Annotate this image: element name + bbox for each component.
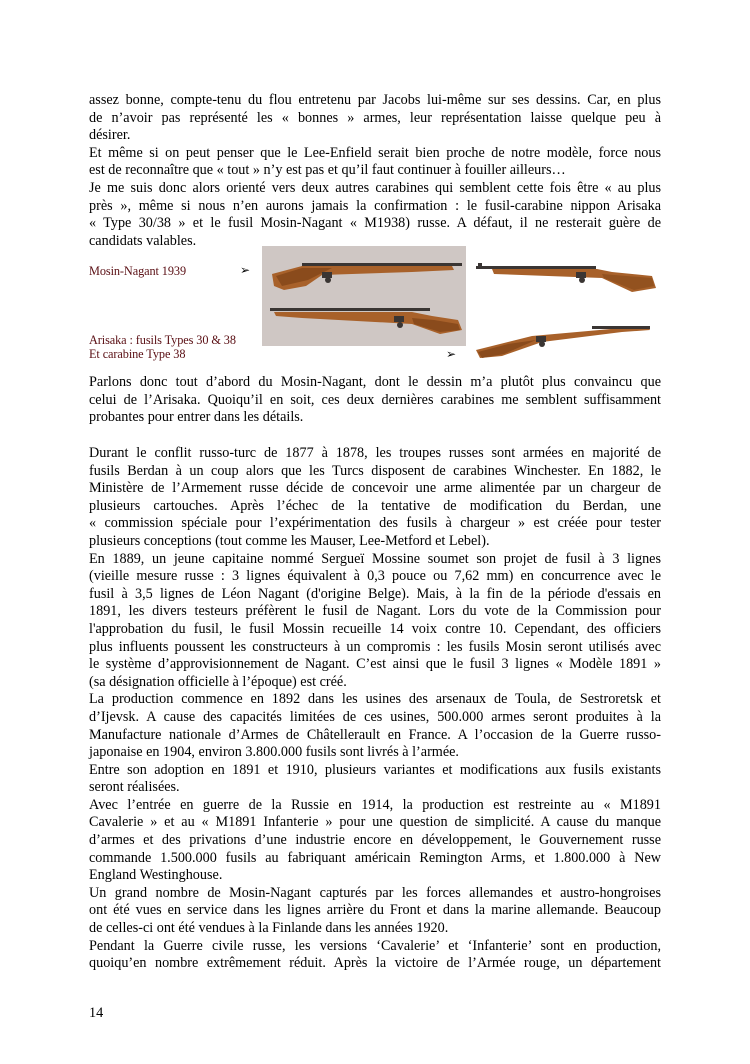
- text-line: le système d’approvisionnement de Nagant. C’est ainsi que le fusil 3 lignes « Modèle 1891 »: [89, 656, 661, 673]
- text-line: England Westinghouse.: [89, 867, 223, 884]
- text-line: ont été vues en service dans les lignes arrière du Front et dans la marine allemande. Beaucoup: [89, 902, 661, 919]
- text-line: fusil à 3,5 lignes de Léon Nagant (d'origine Belge). Mais, à la fin de la période d'essais en: [89, 585, 661, 602]
- text-line: de n’avoir pas représenté les « bonnes » armes, leur représentation laisse quelque peu à: [89, 109, 661, 126]
- arrow-right-icon: ➢: [446, 347, 457, 361]
- photo-arisaka-rifle: [472, 254, 660, 296]
- text-line: fusils Berdan à un coup alors que les Turcs disposent de carabines Winchester. En 1882, le: [89, 462, 661, 479]
- text-line: Manufacture nationale d’Armes de Châtellerault en France. A l’occasion de la Guerre russo-: [89, 726, 661, 743]
- text-line: (sa désignation officielle à l’époque) est créé.: [89, 673, 347, 690]
- text-line: est de reconnaître que « tout » n’y est pas et qu’il faut continuer à fouiller ailleurs…: [89, 162, 566, 179]
- caption-arisaka-carbine: Et carabine Type 38: [89, 347, 186, 361]
- text-line: assez bonne, compte-tenu du flou entretenu par Jacobs lui-même sur ses dessins. Car, en plus: [89, 92, 661, 108]
- text-line: Pendant la Guerre civile russe, les versions ‘Cavalerie’ et ‘Infanterie’ sont en production,: [89, 937, 661, 954]
- caption-mosin-nagant: Mosin-Nagant 1939: [89, 264, 187, 278]
- caption-arisaka-rifles: Arisaka : fusils Types 30 & 38: [89, 333, 236, 347]
- text-line: Parlons donc tout d’abord du Mosin-Nagant, dont le dessin m’a plutôt plus convaincu que: [89, 374, 661, 390]
- text-line: commande 1.500.000 fusils au fabriquant américain Remington Arms, et 1.800.000 à New: [89, 849, 661, 866]
- text-line: probantes pour entrer dans les détails.: [89, 409, 304, 426]
- text-line: candidats valables.: [89, 232, 197, 249]
- text-line: « commission spéciale pour l’expérimentation des fusils à chargeur » est créée pour tester: [89, 515, 661, 532]
- rifle-illustration: [472, 254, 660, 296]
- text-line: Entre son adoption en 1891 et 1910, plusieurs variantes et modifications aux fusils existants: [89, 761, 661, 778]
- text-line: Durant le conflit russo-turc de 1877 à 1878, les troupes russes sont armées en majorité de: [89, 445, 661, 461]
- text-line: (vieille mesure russe : 3 lignes équivalent à 0,3 pouce ou 7,62 mm) en concurrence avec le: [89, 568, 661, 585]
- text-line: japonaise en 1904, environ 3.800.000 fusils sont livrés à l’armée.: [89, 744, 459, 761]
- rifle-illustration: [472, 318, 660, 360]
- text-line: 1891, les divers testeurs préfèrent le fusil de Nagant. Lors du vote de la Commission pour: [89, 603, 661, 620]
- mosin-history-text: [89, 445, 661, 973]
- rifle-illustration: [262, 246, 466, 346]
- intro-paragraph: [89, 92, 661, 250]
- text-line: désirer.: [89, 127, 131, 144]
- text-line: Cavalerie » et au « M1891 Infanterie » pour une question de simplicité. A cause du manque: [89, 814, 661, 831]
- text-line: celui de l’Arisaka. Quoiqu’il en soit, ces deux dernières carabines me semblent suffisamment: [89, 391, 661, 408]
- text-line: près », même si nous n’en aurons jamais la confirmation : le fusil-carabine nippon Arisaka: [89, 197, 661, 214]
- text-line: En 1889, un jeune capitaine nommé Sergueï Mossine soumet son projet de fusil à 3 lignes: [89, 550, 661, 567]
- text-line: Ministère de l’Armement russe décide de concevoir une arme alimentée par un chargeur de: [89, 480, 661, 497]
- photo-arisaka-carbine: [472, 318, 660, 360]
- text-line: plusieurs cartouches. Après l’échec de la tentative de modification du Berdan, une: [89, 497, 661, 514]
- text-line: quoiqu’en nombre extrêmement réduit. Après la victoire de l’Armée rouge, un département: [89, 955, 661, 972]
- text-line: Un grand nombre de Mosin-Nagant capturés par les forces allemandes et austro-hongroises: [89, 884, 661, 901]
- page-number: 14: [89, 1005, 104, 1021]
- text-line: d’armes et des privations d’une industrie encore en développement, le Gouvernement russe: [89, 832, 661, 849]
- text-line: Avec l’entrée en guerre de la Russie en 1914, la production est restreinte au « M1891: [89, 796, 661, 813]
- text-line: plusieurs conceptions (tout comme les Mauser, Lee-Metford et Lebel).: [89, 532, 490, 549]
- text-line: seront réalisées.: [89, 779, 180, 796]
- text-line: d’Ijevsk. A cause des capacités limitées de ces usines, 500.000 armes seront produites à la: [89, 708, 661, 725]
- text-line: La production commence en 1892 dans les usines des arsenaux de Toula, de Sestroretsk et: [89, 691, 661, 708]
- rifle-lower: [270, 308, 462, 334]
- text-line: de celles-ci ont été vendues à la Finlande dans les années 1920.: [89, 920, 449, 937]
- text-line: « Type 30/38 » et le fusil Mosin-Nagant « M1938) russe. A défaut, il ne resterait guère de: [89, 215, 661, 232]
- text-line: Et même si on peut penser que le Lee-Enfield serait bien proche de notre modèle, force nous: [89, 144, 661, 161]
- rifle-upper: [272, 263, 462, 290]
- text-line: Je me suis donc alors orienté vers deux autres carabines qui semblent cette fois être « au plus: [89, 179, 661, 196]
- arrow-right-icon: ➢: [240, 263, 251, 277]
- mosin-intro-paragraph: [89, 374, 661, 427]
- text-line: plus influents poussent les constructeurs à un compromis : les fusils Mosin seront utilisés avec: [89, 638, 661, 655]
- photo-mosin-nagant-rifles: [262, 246, 466, 346]
- text-line: l'approbation du fusil, le fusil Mossin recueille 14 voix contre 10. Cependant, des officiers: [89, 620, 661, 637]
